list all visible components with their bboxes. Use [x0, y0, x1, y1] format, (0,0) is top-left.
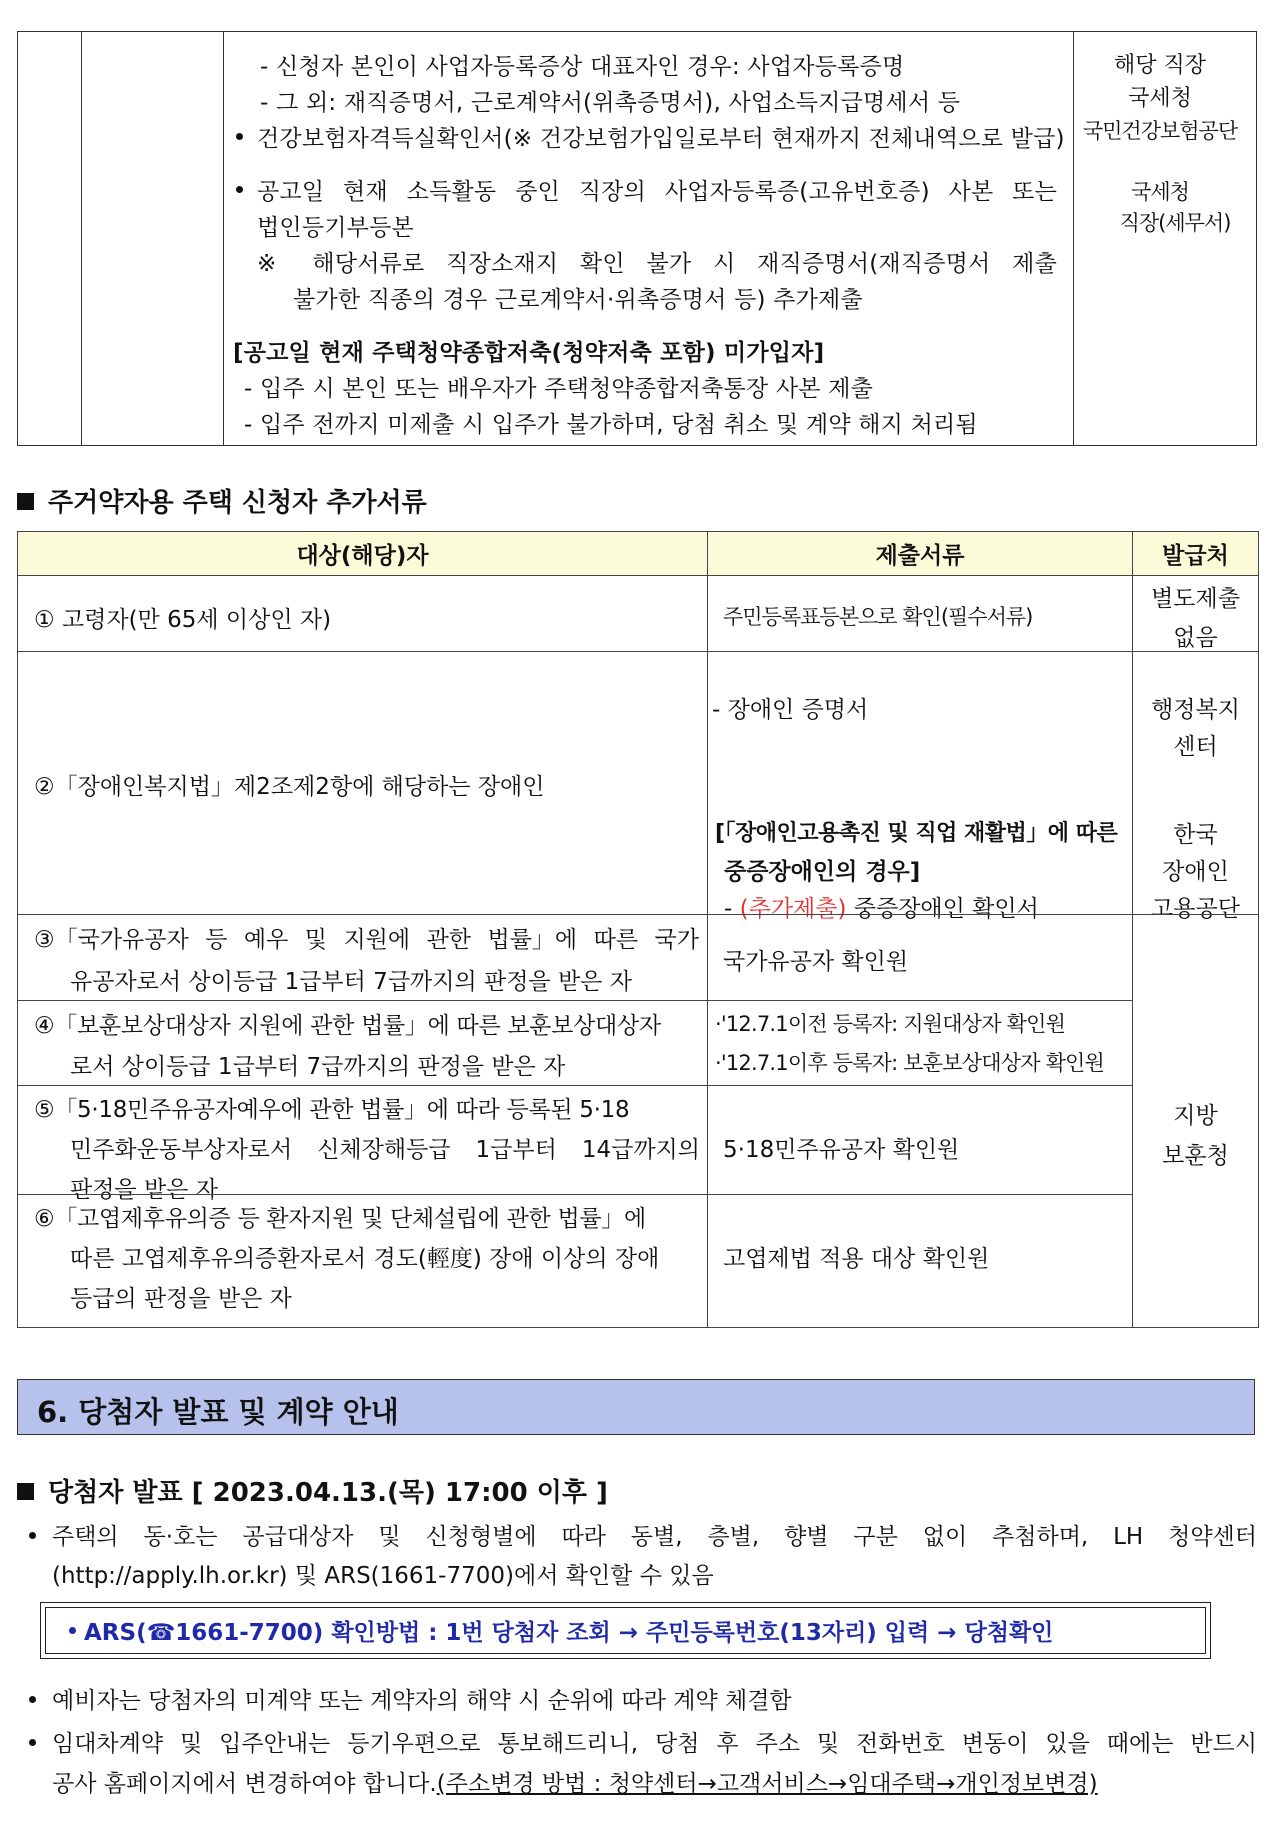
doc-line-other-employment: - 그 외: 재직증명서, 근로계약서(위촉증명서), 사업소득지급명세서 등 — [260, 90, 961, 116]
target-veteran-comp-line2: 로서 상이등급 1급부터 7급까지의 판정을 받은 자 — [70, 1054, 566, 1080]
issuer-admin-welfare-1: 행정복지 — [1151, 697, 1240, 723]
doc-line-health-insurance: 건강보험자격득실확인서(※ 건강보험가입일로부터 현재까지 전체내역으로 발급) — [257, 126, 1065, 152]
target-agent-orange-line1: ⑥「고엽제후유의증 등 환자지원 및 단체설립에 관한 법률」에 — [34, 1206, 646, 1232]
bullet-dot — [236, 186, 243, 193]
target-elderly: ① 고령자(만 65세 이상인 자) — [34, 607, 332, 633]
bullet-draw-method-continued: (http://apply.lh.or.kr) 및 ARS(1661-7700)에서 확인할 수 있음 — [52, 1563, 714, 1589]
target-518-line3: 판정을 받은 자 — [70, 1177, 218, 1203]
square-bullet-icon — [17, 1483, 34, 1500]
section-6-title: 6. 당첨자 발표 및 계약 안내 — [37, 1395, 399, 1429]
bullet-draw-method: 주택의 동·호는 공급대상자 및 신청형별에 따라 동별, 층별, 향별 구분 없이 추첨하며, LH 청약센터 — [52, 1524, 1257, 1550]
doc-severe-disabled-confirm: - (추가제출) 중증장애인 확인서 — [724, 896, 1039, 922]
doc-disabled-certificate: - 장애인 증명서 — [712, 697, 869, 723]
target-agent-orange-line3: 등급의 판정을 받은 자 — [70, 1286, 292, 1312]
header-issuer: 발급처 — [1132, 531, 1259, 576]
table-divider — [223, 32, 224, 445]
doc-resident-registration: 주민등록표등본으로 확인(필수서류) — [723, 605, 1033, 629]
bullet-dot — [69, 1627, 76, 1634]
header-documents: 제출서류 — [707, 531, 1133, 576]
additional-submission-label: (추가제출) — [739, 896, 847, 922]
target-veteran-comp-line1: ④「보훈보상대상자 지원에 관한 법률」에 따른 보훈보상대상자 — [34, 1013, 661, 1039]
table-divider — [1073, 32, 1074, 445]
doc-before-2012: ·'12.7.1이전 등록자: 지원대상자 확인원 — [715, 1012, 1066, 1036]
bullet-dot — [29, 1739, 36, 1746]
issuer-none-line2: 없음 — [1173, 625, 1218, 651]
table-divider — [81, 32, 82, 445]
issuer-kead-2: 장애인 — [1162, 859, 1229, 885]
vulnerable-documents-table — [17, 531, 1268, 1338]
doc-line-business-registration: 공고일 현재 소득활동 중인 직장의 사업자등록증(고유번호증) 사본 또는 — [257, 179, 1057, 205]
bullet-registered-mail: 임대차계약 및 입주안내는 등기우편으로 통보해드리니, 당첨 후 주소 및 전화번호 변동이 있을 때에는 반드시 — [52, 1731, 1257, 1757]
address-change-path: (주소변경 방법 : 청약센터→고객서비스→임대주택→개인정보변경) — [436, 1771, 1098, 1797]
target-disabled: ②「장애인복지법」제2조제2항에 해당하는 장애인 — [34, 774, 545, 800]
subscription-savings-line-1: - 입주 시 본인 또는 배우자가 주택청약종합저축통장 사본 제출 — [244, 376, 874, 402]
issuer-veterans-office-2: 보훈청 — [1162, 1143, 1229, 1169]
doc-severe-disabled-heading-2: 중증장애인의 경우] — [724, 859, 921, 885]
doc-line-corporate-registry: 법인등기부등본 — [257, 215, 414, 241]
doc-518-confirm: 5·18민주유공자 확인원 — [723, 1137, 960, 1163]
target-merit-line2: 유공자로서 상이등급 1급부터 7급까지의 판정을 받은 자 — [70, 969, 632, 995]
header-target: 대상(해당)자 — [17, 531, 708, 576]
issuer-none-line1: 별도제출 — [1151, 586, 1240, 612]
doc-line-note-continued: 불가한 직종의 경우 근로계약서·위촉증명서 등) 추가제출 — [293, 287, 863, 313]
issuer-kead-3: 고용공단 — [1151, 896, 1240, 922]
issuer-nts-2: 국세청 — [1131, 180, 1189, 204]
doc-severe-disabled-heading: [「장애인고용촉진 및 직업 재활법」에 따른 — [715, 821, 1118, 846]
doc-after-2012: ·'12.7.1이후 등록자: 보훈보상대상자 확인원 — [715, 1051, 1105, 1075]
subscription-savings-heading: [공고일 현재 주택청약종합저축(청약저축 포함) 미가입자] — [233, 340, 825, 366]
issuer-workplace: 해당 직장 — [1113, 53, 1206, 78]
issuer-admin-welfare-2: 센터 — [1173, 734, 1218, 760]
subscription-savings-line-2: - 입주 전까지 미제출 시 입주가 불가하며, 당첨 취소 및 계약 해지 처리됨 — [244, 412, 978, 438]
target-agent-orange-line2: 따른 고엽제후유의증환자로서 경도(輕度) 장애 이상의 장애 — [70, 1246, 660, 1272]
issuer-veterans-office-1: 지방 — [1173, 1103, 1218, 1129]
bullet-dot — [29, 1532, 36, 1539]
bullet-reserve-contract: 예비자는 당첨자의 미계약 또는 계약자의 해약 시 순위에 따라 계약 체결함 — [52, 1688, 792, 1714]
section-heading-vulnerable: 주거약자용 주택 신청자 추가서류 — [17, 482, 427, 519]
issuer-kead-1: 한국 — [1173, 822, 1218, 848]
doc-line-business-owner: - 신청자 본인이 사업자등록증상 대표자인 경우: 사업자등록증명 — [260, 54, 905, 80]
announcement-heading: 당첨자 발표 [ 2023.04.13.(목) 17:00 이후 ] — [17, 1472, 608, 1509]
doc-merit-confirm: 국가유공자 확인원 — [723, 949, 909, 975]
section-6-banner — [17, 1379, 1255, 1435]
issuer-nts: 국세청 — [1128, 86, 1192, 111]
bullet-registered-mail-continued: 공사 홈페이지에서 변경하여야 합니다.(주소변경 방법 : 청약센터→고객서비스→임대주택→개인정보변경) — [52, 1771, 1098, 1797]
issuer-tax-office: 직장(세무서) — [1119, 211, 1231, 235]
bullet-dot — [29, 1696, 36, 1703]
target-518-line1: ⑤「5·18민주유공자예우에 관한 법률」에 따라 등록된 5·18 — [34, 1097, 630, 1123]
square-bullet-icon — [17, 493, 34, 510]
target-merit-line1: ③「국가유공자 등 예우 및 지원에 관한 법률」에 따른 국가 — [34, 927, 699, 953]
ars-instruction-text: ARS(☎1661-7700) 확인방법 : 1번 당첨자 조회 → 주민등록번호(13자리) 입력 → 당첨확인 — [84, 1620, 1054, 1646]
target-518-line2: 민주화운동부상자로서 신체장해등급 1급부터 14급까지의 — [70, 1137, 700, 1163]
doc-line-note-employment-proof: ※ 해당서류로 직장소재지 확인 불가 시 재직증명서(재직증명서 제출 — [257, 251, 1057, 277]
bullet-dot — [236, 133, 243, 140]
issuer-nhis: 국민건강보험공단 — [1082, 119, 1238, 143]
doc-agent-orange-confirm: 고엽제법 적용 대상 확인원 — [723, 1246, 990, 1272]
